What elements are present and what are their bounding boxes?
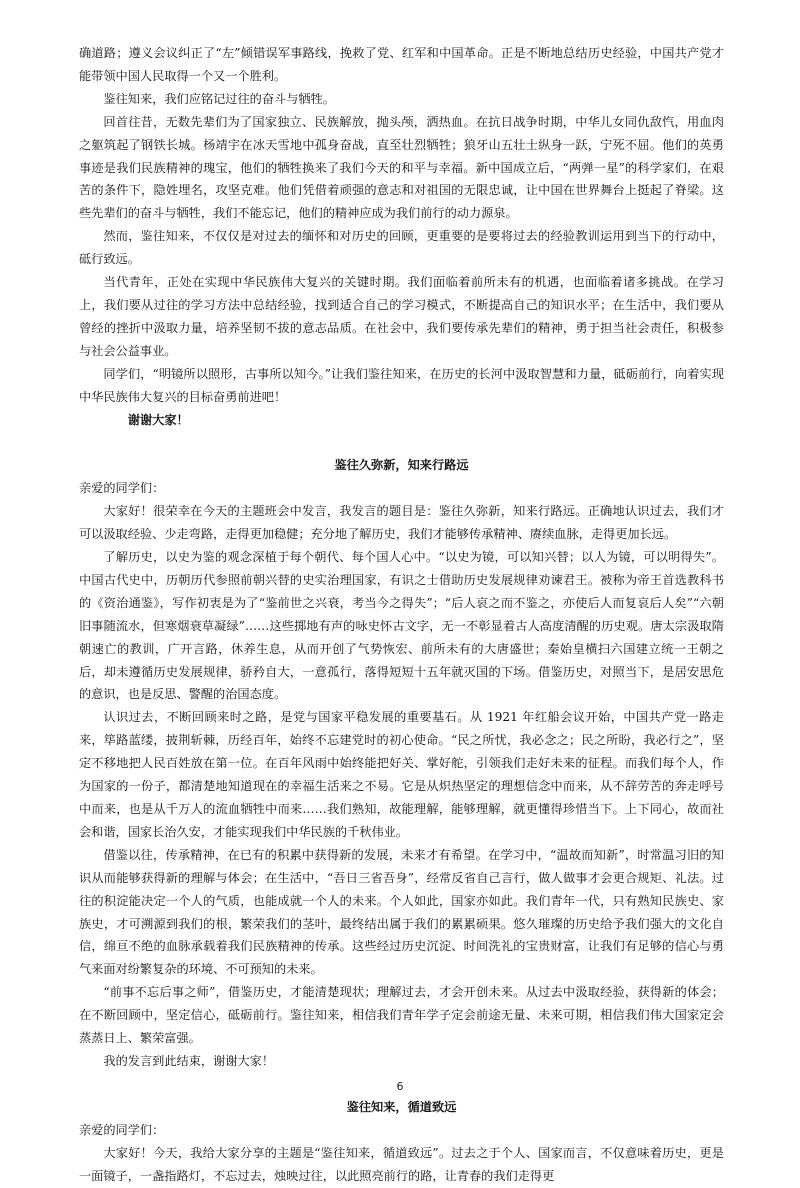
paragraph: 然而，鉴往知来，不仅仅是对过去的缅怀和对历史的回顾，更重要的是要将过去的经验教训运用到当下的行动中，砥行致远。 — [79, 229, 724, 267]
section-gap — [79, 431, 724, 454]
paragraph: 当代青年，正处在实现中华民族伟大复兴的关键时期。我们面临着前所未有的机遇，也面临着诸多挑战。在学习上，我们要从过往的学习方法中总结经验，找到适合自己的学习模式，不断提高自己的知识水平；在生活中，我们要从曾经的挫折中汲取力量，培养坚韧不拔的意志品质。在社会中，我们要传承先辈们的精神，勇于担当社会责任，积极参与社会公益事业。 — [79, 275, 724, 358]
paragraph: 确道路；遵义会议纠正了“左”倾错误军事路线，挽救了党、红军和中国革命。正是不断地总结历史经验，中国共产党才能带领中国人民取得一个又一个胜利。 — [79, 46, 724, 83]
paragraph: 了解历史，以史为鉴的观念深植于每个朝代、每个国人心中。“以史为镜，可以知兴替；以人为镜，可以明得失”。中国古代史中，历朝历代参照前朝兴替的史实治理国家，有识之士借助历史发展规律劝谏君王。被称为帝王首选教科书的《资治通鉴》，写作初衷是为了“鉴前世之兴衰，考当今之得失”；“后人哀之而不鉴之，亦使后人而复哀后人矣”“六朝旧事随流水，但寒烟衰草凝绿”……这些掷地有声的咏史怀古文字，无一不彰显着古人高度清醒的历史观。唐太宗汲取隋朝速亡的教训，广开言路，休养生息，从而开创了气势恢宏、前所未有的大唐盛世；秦始皇横扫六国建立统一王朝之后，却未遵循历史发展规律，骄矜自大，一意孤行，落得短短十五年就灭国的下场。借鉴历史，对照当下，是居安思危的意识，也是反思、警醒的治国态度。 — [79, 550, 724, 702]
paragraph: 大家好！今天，我给大家分享的主题是“鉴往知来，循道致远”。过去之于个人、国家而言，不仅意味着历史，更是一面镜子，一盏指路灯，不忘过去，烛映过往，以此照亮前行的路，让青春的我们走得更 — [79, 1145, 724, 1183]
paragraph: 认识过去，不断回顾来时之路，是党与国家平稳发展的重要基石。从 1921 年红船会议开始，中国共产党一路走来，筚路蓝缕，披荆斩棘，历经百年，始终不忘建党时的初心使命。“民之所忧，我必念之；民之所盼，我必行之”，坚定不移地把人民百姓放在第一位。在百年风雨中始终能把好关、掌好舵，引领我们走好未来的征程。而我们每个人，作为国家的一份子，都清楚地知道现在的幸福生活来之不易。它是从炽热坚定的理想信念中而来，从不辞劳苦的奔走呼号中而来，也是从千万人的流血牺牲中而来……我们熟知，故能理解，能够理解，就更懂得珍惜当下。上下同心，故而社会和谐，国家长治久安，才能实现我们中华民族的千秋伟业。 — [79, 710, 724, 839]
paragraph: 借鉴以往，传承精神，在已有的积累中获得新的发展，未来才有希望。在学习中，“温故而知新”，时常温习旧的知识从而能够获得新的理解与体会；在生活中，“吾日三省吾身”，经常反省自己言行，做人做事才会更合规矩、礼法。过往的积淀能决定一个人的气质，也能成就一个人的未来。个人如此，国家亦如此。我们青年一代，只有熟知民族史、家族史，才可溯源到我们的根，繁荣我们的茎叶，最终结出属于我们的累累硕果。悠久璀璨的历史给予我们强大的文化自信，绵亘不绝的血脉承载着我们民族精神的传承。这些经过历史沉淀、时间洗礼的宝贵财富，让我们有足够的信心与勇气来面对纷繁复杂的环境、不可预知的未来。 — [79, 847, 724, 977]
paragraph: 鉴往知来，我们应铭记过往的奋斗与牺牲。 — [103, 91, 335, 106]
paragraph: 同学们，“明镜所以照形，古事所以知今。”让我们鉴往知来，在历史的长河中汲取智慧和力量，砥砺前行，向着实现中华民族伟大复兴的目标奋勇前进吧！ — [79, 366, 724, 404]
paragraph: “前事不忘后事之师”，借鉴历史，才能清楚现状；理解过去，才会开创未来。从过去中汲取经验，获得新的体会；在不断回顾中，坚定信心，砥砺前行。鉴往知来，相信我们青年学子定会前途无量、未来可期，相信我们伟大国家定会蒸蒸日上、繁荣富强。 — [79, 985, 724, 1046]
greeting: 亲爱的同学们： — [79, 481, 165, 496]
section-title: 鉴往久弥新，知来行路远 — [334, 458, 469, 473]
paragraph: 回首往昔，无数先辈们为了国家独立、民族解放，抛头颅，洒热血。在抗日战争时期，中华儿女同仇敌忾，用血肉之躯筑起了钢铁长城。杨靖宇在冰天雪地中孤身奋战，直至壮烈牺牲；狼牙山五壮士纵身一跃，宁死不屈。他们的英勇事迹是我们民族精神的瑰宝，他们的牺牲换来了我们今天的和平与幸福。新中国成立后，“两弹一星”的科学家们，在艰苦的条件下，隐姓埋名，攻坚克难。他们凭借着顽强的意志和对祖国的无限忠诚，让中国在世界舞台上挺起了脊梁。这些先辈们的奋斗与牺牲，我们不能忘记，他们的精神应成为我们前行的动力源泉。 — [79, 114, 724, 221]
greeting: 亲爱的同学们： — [79, 1122, 165, 1137]
page-number: 6 — [396, 1080, 404, 1093]
paragraph: 我的发言到此结束，谢谢大家！ — [103, 1053, 275, 1068]
section-title: 鉴往知来，循道致远 — [346, 1099, 457, 1114]
paragraph: 大家好！很荣幸在今天的主题班会中发言，我发言的题目是：鉴往久弥新，知来行路远。正确地认识过去，我们才可以汲取经验、少走弯路，走得更加稳健；充分地了解历史，我们才能够传承精神、赓续血脉，走得更加长远。 — [79, 504, 724, 542]
closing-thanks: 谢谢大家！ — [127, 412, 189, 427]
